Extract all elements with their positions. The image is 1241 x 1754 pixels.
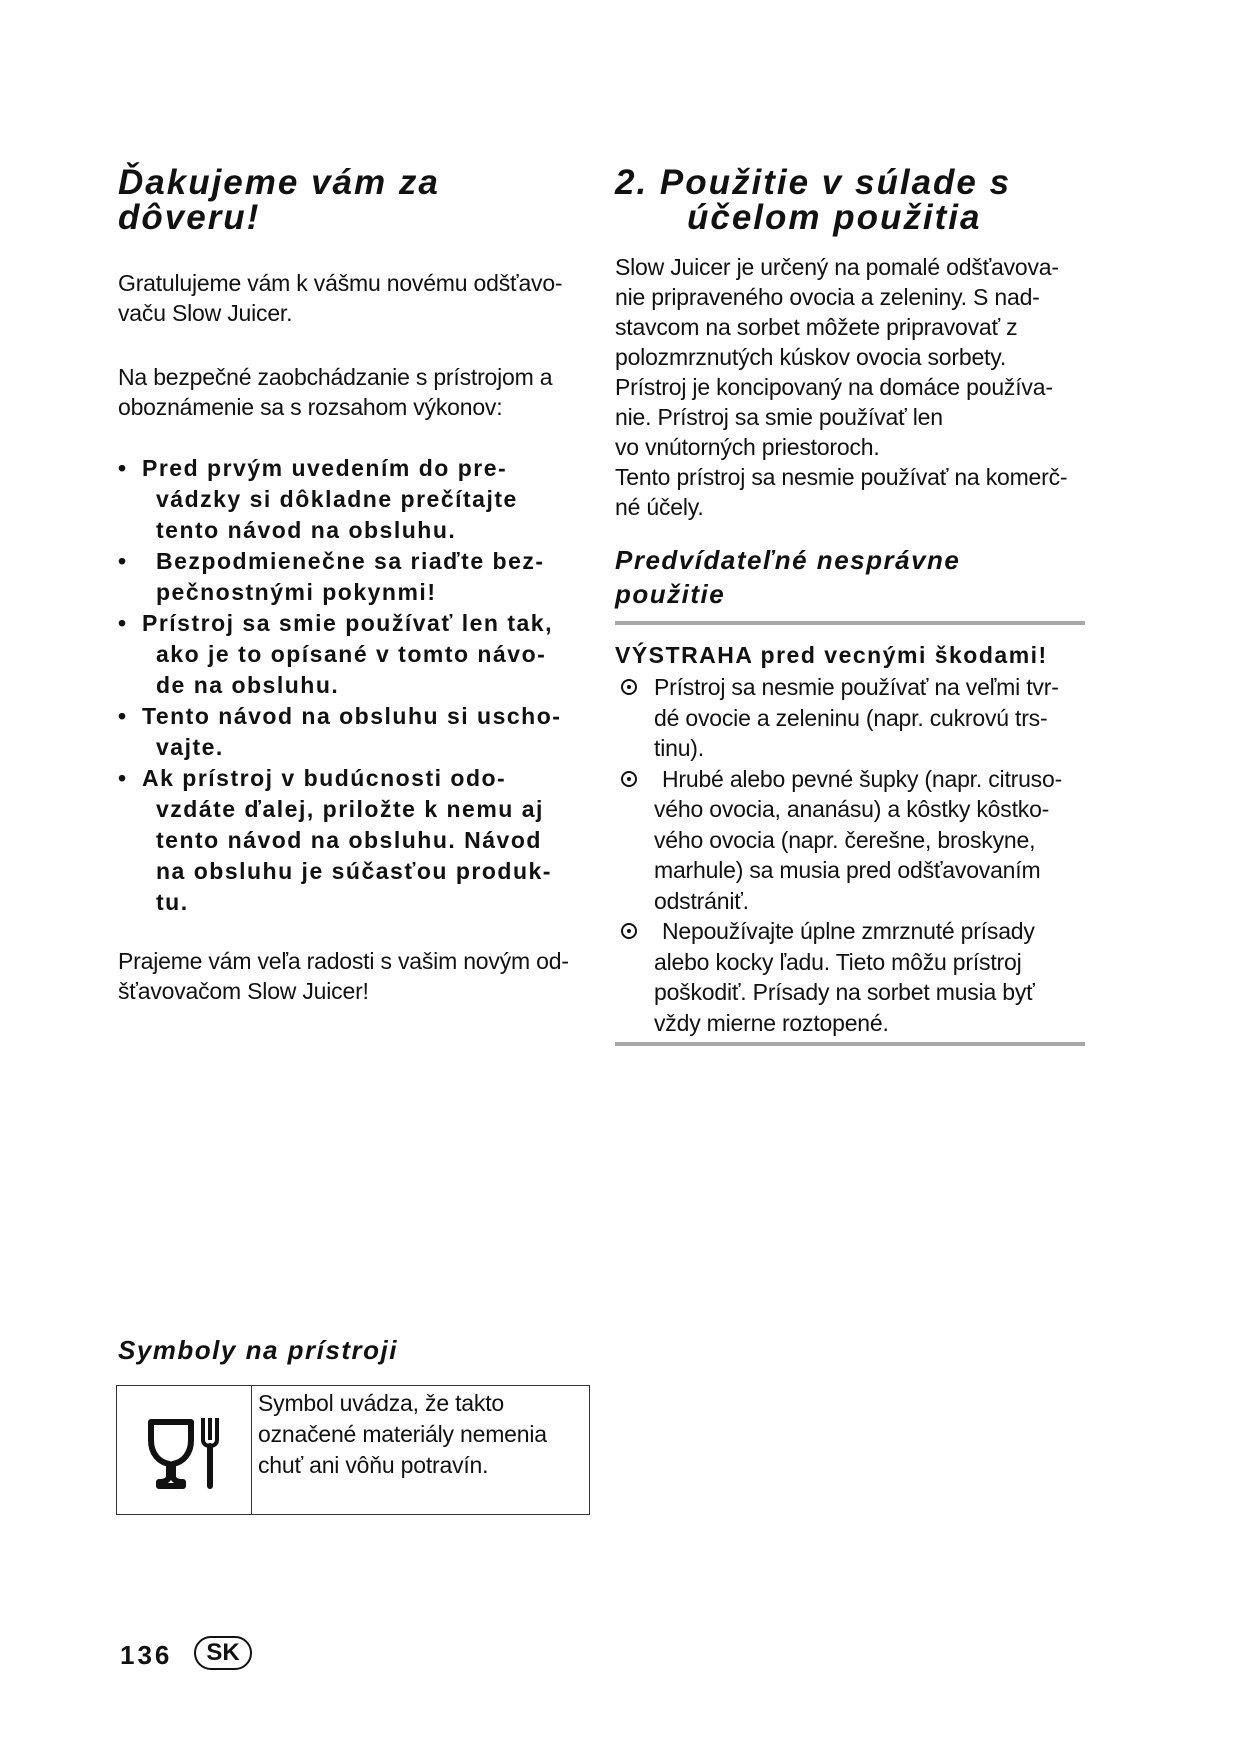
usage-line: Slow Juicer je určený na pomalé odšťavova- <box>615 254 1059 280</box>
symbol-icon-cell <box>117 1386 252 1514</box>
symbols-table <box>116 1385 590 1515</box>
usage-line: polozmrznutých kúskov ovocia sorbety. <box>615 344 1007 370</box>
page-number: 136 <box>120 1640 173 1670</box>
usage-line: né účely. <box>615 494 704 520</box>
bullet-line: ako je to opísané v tomto návo- <box>156 641 547 667</box>
left-title-line1: Ďakujeme vám za <box>118 163 440 202</box>
usage-line: vo vnútorných priestoroch. <box>615 434 880 460</box>
bullet-line: Ak prístroj v budúcnosti odo- <box>142 765 507 791</box>
warning-line: marhule) sa musia pred odšťavovaním <box>654 857 1041 883</box>
misuse-heading <box>615 543 1135 611</box>
symbols-heading-text: Symboly na prístroji <box>118 1335 398 1365</box>
left-title-line2: dôveru! <box>118 198 261 237</box>
symbol-text-line: chuť ani vôňu potravín. <box>258 1452 489 1478</box>
bullet-line: vzdáte ďalej, priložte k nemu aj <box>156 796 544 822</box>
warning-line: dé ovocie a zeleninu (napr. cukrovú trs- <box>654 704 1048 731</box>
intro-paragraph <box>118 268 598 328</box>
symbol-text-line: Symbol uvádza, že takto <box>258 1390 504 1416</box>
warning-line: vého ovocia (napr. čerešne, broskyne, <box>654 826 1036 853</box>
food-safe-glass-fork-icon <box>139 1410 229 1490</box>
bullet-line: Prístroj sa smie používať len tak, <box>142 610 553 636</box>
symbols-heading <box>118 1333 598 1367</box>
warning-line: Hrubé alebo pevné šupky (napr. citruso- <box>662 765 1063 792</box>
misuse-heading-line: použitie <box>615 579 726 609</box>
list-item <box>615 764 1135 917</box>
bullet-line: Bezpodmienečne sa riaďte bez- <box>156 548 545 574</box>
warning-line: tinu). <box>654 735 704 761</box>
list-item <box>615 916 1135 1038</box>
circle-dot-icon <box>621 923 637 939</box>
bullet-dot: • <box>118 610 128 636</box>
bullet-line: de na obsluhu. <box>156 672 340 698</box>
bullet-line: vádzky si dôkladne prečítajte <box>156 486 518 512</box>
closing-paragraph <box>118 946 608 1006</box>
list-item <box>116 701 606 763</box>
safety-line: oboznámenie sa s rozsahom výkonov: <box>118 394 503 420</box>
right-title <box>615 165 1135 235</box>
bullet-line: Tento návod na obsluhu si uscho- <box>142 703 562 729</box>
usage-line: Prístroj je koncipovaný na domáce používa- <box>615 374 1053 400</box>
usage-line: stavcom na sorbet môžete pripravovať z <box>615 314 1018 340</box>
warning-line: vého ovocia, ananásu) a kôstky kôstko- <box>654 796 1050 822</box>
bullet-dot: • <box>118 455 128 481</box>
usage-line: nie. Prístroj sa smie používať len <box>615 404 943 430</box>
warning-list <box>615 672 1135 1038</box>
warning-top-rule <box>615 621 1085 625</box>
closing-line: Prajeme vám veľa radosti s vašim novým od- <box>118 948 569 974</box>
list-item <box>615 672 1135 764</box>
bullet-line: tento návod na obsluhu. Návod <box>156 827 542 853</box>
warning-title-text: VÝSTRAHA pred vecnými škodami! <box>615 642 1048 668</box>
warning-line: Nepoužívajte úplne zmrznuté prísady <box>662 918 1035 944</box>
bullet-line: na obsluhu je súčasťou produk- <box>156 858 552 884</box>
warning-line: odstrániť. <box>654 887 749 914</box>
warning-line: Prístroj sa nesmie používať na veľmi tvr- <box>654 674 1059 700</box>
warning-line: alebo kocky ľadu. Tieto môžu prístroj <box>654 948 1022 975</box>
left-title <box>118 165 598 235</box>
usage-paragraph <box>615 252 1145 522</box>
symbol-text-line: označené materiály nemenia <box>258 1421 547 1447</box>
intro-line: Gratulujeme vám k vášmu novému odšťavo- <box>118 270 563 296</box>
warning-bottom-rule <box>615 1042 1085 1046</box>
warning-title <box>615 640 1135 670</box>
right-title-line1: 2. Použitie v súlade s <box>615 163 1012 202</box>
right-title-line2: účelom použitia <box>687 198 982 237</box>
list-item <box>116 546 606 608</box>
usage-line: nie pripraveného ovocia a zeleniny. S nad- <box>615 284 1040 310</box>
usage-line: Tento prístroj sa nesmie používať na komerč- <box>615 464 1068 490</box>
bullet-line: pečnostnými pokynmi! <box>156 579 437 605</box>
misuse-heading-line: Predvídateľné nesprávne <box>615 545 961 575</box>
safety-paragraph <box>118 362 598 422</box>
intro-line: vaču Slow Juicer. <box>118 300 293 326</box>
bullet-dot: • <box>118 548 128 574</box>
warning-line: vždy mierne roztopené. <box>654 1009 889 1036</box>
bullet-dot: • <box>118 703 128 729</box>
bullet-dot: • <box>118 765 128 791</box>
bullet-line: Pred prvým uvedením do pre- <box>142 455 508 481</box>
bullet-line: tento návod na obsluhu. <box>156 517 457 543</box>
circle-dot-icon <box>621 679 637 695</box>
symbol-description <box>252 1386 589 1514</box>
list-item <box>116 453 606 546</box>
list-item <box>116 608 606 701</box>
bullet-line: tu. <box>156 889 189 915</box>
safety-bullet-list <box>116 453 606 918</box>
language-badge: SK <box>194 1636 252 1670</box>
bullet-line: vajte. <box>156 734 224 760</box>
warning-line: poškodiť. Prísady na sorbet musia byť <box>654 979 1035 1005</box>
circle-dot-icon <box>621 771 637 787</box>
closing-line: šťavovačom Slow Juicer! <box>118 978 369 1004</box>
safety-line: Na bezpečné zaobchádzanie s prístrojom a <box>118 364 553 390</box>
list-item <box>116 763 606 918</box>
